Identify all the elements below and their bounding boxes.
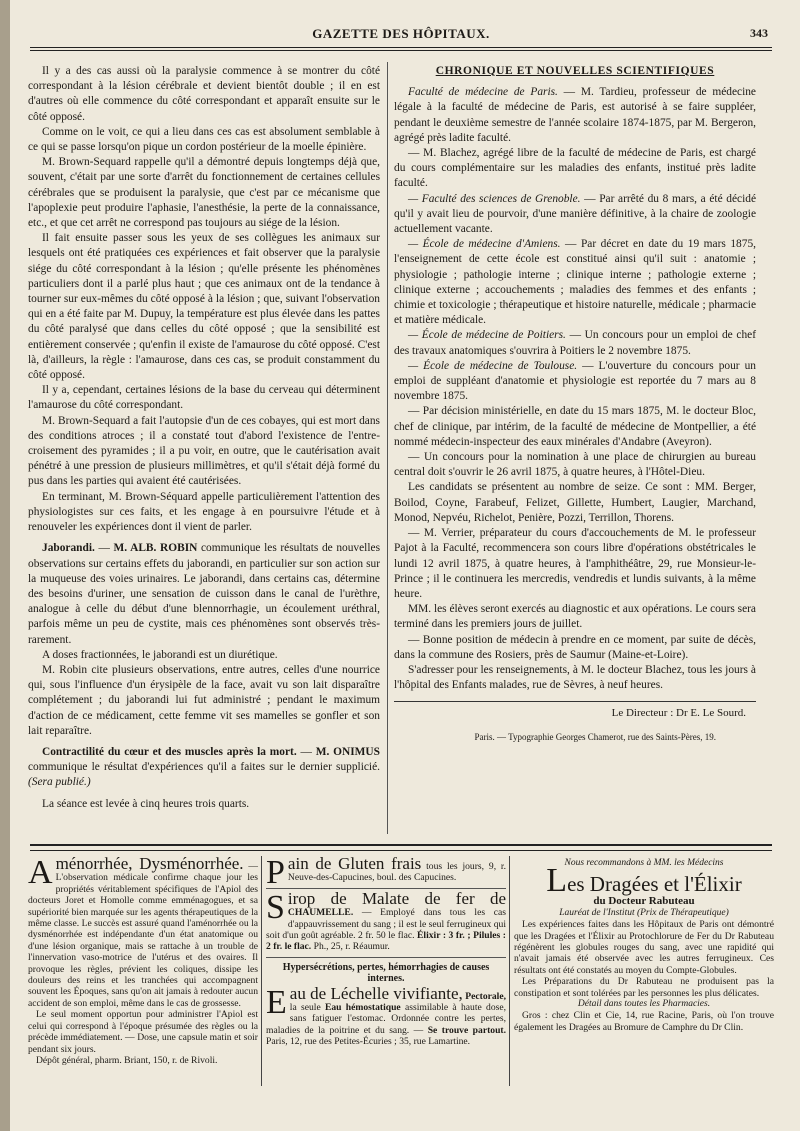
director-line: Le Directeur : Dr E. Le Sourd.: [611, 707, 746, 720]
ad-sirop: [266, 888, 506, 953]
paragraph: En terminant, M. Brown-Séquard appelle particulièrement l'attention des physiologistes sur ces faits, et les engage à en poursuivre l'étude et à renouveler les expériences dont il vient de parler.: [28, 490, 380, 534]
ad-divider: [266, 957, 506, 958]
ad-eau-addr: Paris, 12, rue des Petites-Écuries ; 35, rue Lamartine.: [266, 1036, 471, 1048]
ad-rabuteau-laureat: Lauréat de l'Institut (Prix de Thérapeutique): [559, 907, 729, 918]
ad-apiol-title: ménorrhée, Dysménorrhée.: [55, 854, 244, 873]
news-item: [394, 663, 756, 693]
paragraph: Il fait ensuite passer sous les yeux de ses collègues les animaux sur lesquels ont été pratiquées ces expériences et fait observer que la paralysie siége du côté correspondant à la lésion ; qu'elle présente les phénomènes particuliers dont il a parlé plus haut ; que ces animaux ont de la tendance à tourner sur eux-mêmes du côté opposé à la lésion ; que, suivant l'observation qui en a été faite par M. Dupuy, la température est plus élevée dans les pattes du côté paralysé que dans celles du côté opposé ; que la sensibilité est entièrement conservée ; qu'enfin il existe de l'amaurose du côté opposé. C'est là, d'ailleurs, la règle : l'amaurose, dans ces cas, se produit constamment du côté opposé.: [28, 232, 380, 382]
dropcap: L: [546, 862, 568, 900]
header-rule: [30, 47, 772, 51]
news-item: [394, 450, 756, 480]
dropcap: P: [266, 854, 285, 891]
paragraph: A doses fractionnées, le jaborandi est un diurétique.: [42, 648, 278, 661]
news-text: MM. les élèves seront exercés au diagnostic et aux opérations. Le cours sera terminé dans les premiers jours de juillet.: [394, 603, 756, 631]
ad-column-middle: [266, 854, 507, 1048]
news-text: — L'ouverture du concours pour un emploi de suppléant d'anatomie et physiologie est reportée du 7 mars au 8 novembre 1875.: [394, 359, 756, 403]
news-item: [394, 359, 756, 405]
ad-apiol: [28, 854, 258, 1066]
news-text: Les candidats se présentent au nombre de seize. Ce sont : MM. Berger, Boilod, Coyne, Farabeuf, Felizet, Gillette, Humbert, Laugier, Marchand, Monod, Nepvéu, Richelot, Penière, Pozzi, Terrillon, Thorens.: [394, 481, 756, 524]
ad-sirop-name: CHAUMELLE.: [287, 907, 354, 919]
news-text: — Par décret en date du 19 mars 1875, l'enseignement de cette école est constitué ainsi qu'il suit : anatomie ; physiologie ; pathologie interne ; clinique interne ; pathologie externe ; clinique externe ; accouchements ; maladies des femmes et des enfants ; chimie et toxicologie ; thérapeutique et histoire naturelle, médicale ; pharmacie et matière médicale.: [394, 238, 756, 327]
ad-apiol-depot: Dépôt général, pharm. Briant, 150, r. de Rivoli.: [36, 1054, 218, 1066]
news-lead: Faculté de médecine de Paris.: [408, 86, 558, 99]
ad-eau-found: Se trouve partout.: [427, 1024, 506, 1036]
news-item: [394, 85, 756, 146]
news-item: [394, 480, 756, 526]
ad-sirop-addr: Ph., 25, r. Réaumur.: [313, 941, 390, 953]
closing-line: La séance est levée à cinq heures trois quarts.: [42, 797, 250, 810]
ad-apiol-dose: Le seul moment opportun pour administrer l'Apiol est celui qui correspond à l'époque présumée des règles ou la précède immédiatement. — Dose, une capsule matin et soir pendant six jours.: [28, 1009, 258, 1055]
news-text: — Par arrêté du 8 mars, a été décidé qu'il y avait lieu de pourvoir, d'une manière définitive, à la chaire de zoologie actuellement vacante.: [394, 192, 756, 236]
ad-rabuteau: [514, 858, 774, 1033]
ad-gluten: [266, 854, 506, 891]
news-item: [394, 602, 756, 632]
ad-eau: [266, 983, 507, 1048]
news-lead: — École de médecine de Toulouse.: [408, 359, 578, 372]
column-separator: [387, 62, 388, 834]
page-number: 343: [750, 26, 768, 40]
news-text: — M. Blachez, agrégé libre de la faculté de médecine de Paris, est chargé du cours complémentaire sur les maladies des enfants, institué près ladite faculté.: [394, 147, 756, 190]
jaborandi-heading: Jaborandi.: [42, 542, 95, 555]
news-text: — M. Verrier, préparateur du cours d'accouchements de M. le professeur Pajot à la Faculté, recommencera son cours libre d'opérations obstétricales le lundi 12 avril 1875, à quatre heures, à l'amphithéâtre, 29, rue Monsieur-le-Prince ; il le continuera les mercredis, vendredis et lundis suivants, à la même heure.: [394, 527, 756, 600]
contractilite-paragraph: Contractilité du cœur et des muscles après la mort. — M. ONIMUS communique le résultat d'expériences qu'il a faites sur le dernier supplicié. (Sera publié.): [28, 745, 380, 789]
contractilite-note: (Sera publié.): [28, 776, 91, 789]
dropcap: A: [28, 854, 53, 891]
news-text: — Un concours pour un emploi de chef des travaux anatomiques s'ouvrira à Poitiers le 2 novembre 1875.: [394, 329, 757, 357]
news-text: S'adresser pour les renseignements, à M. le docteur Blachez, tous les jours à l'hôpital des Enfants malades, rue de Sèvres, à neuf heures.: [394, 663, 756, 692]
ad-eau-pectoral: Pectorale,: [465, 990, 506, 1002]
ad-rabuteau-text1: Les expériences faites dans les Hôpitaux de Paris ont démontré que les Dragées et l'Élixir au Protochlorure de Fer du Dr Rabuteau régénèrent les globules rouges du sang, avec une rapidité qui n'avait jamais été observée avec les autres ferrugineux. Ces résultats ont été constatés au moyen du Compte-Globules.: [514, 919, 774, 976]
dropcap: E: [266, 983, 287, 1021]
news-lead: — École de médecine d'Amiens.: [408, 238, 561, 251]
printer-line: Paris. — Typographie Georges Chamerot, rue des Saints-Pères, 19.: [474, 731, 716, 742]
news-item: [394, 526, 756, 602]
ad-eau-title: au de Léchelle vivifiante,: [289, 983, 463, 1003]
journal-title: GAZETTE DES HÔPITAUX.: [312, 26, 490, 41]
jaborandi-author: M. ALB. ROBIN: [113, 542, 198, 555]
page-header: [30, 24, 772, 46]
dropcap: S: [266, 888, 285, 926]
ad-hyper-title: Hypersécrétions, pertes, hémorrhagies de causes internes.: [282, 961, 490, 985]
ad-gluten-text: tous les jours, 9, r. Neuve-des-Capucines, boul. des Capucines.: [287, 861, 506, 884]
ad-rabuteau-subtitle: du Docteur Rabuteau: [593, 895, 695, 908]
contractilite-heading: Contractilité du cœur et des muscles après la mort.: [42, 745, 297, 758]
news-text: — Un concours pour la nomination à une place de chirurgien au bureau central doit s'ouvrir le 26 avril 1875, à quatre heures, à l'Hôtel-Dieu.: [394, 451, 756, 479]
ad-eau-bold: Eau hémostatique: [324, 1002, 401, 1014]
news-text: — Par décision ministérielle, en date du 15 mars 1875, M. le docteur Bloc, chef de clinique, par intérim, de la faculté de médecine de Montpellier, a été nommé médecin-inspecteur des eaux minérales d'Andabre (Aveyron).: [394, 405, 756, 448]
ad-rabuteau-intro: Nous recommandons à MM. les Médecins: [564, 858, 724, 868]
news-item: [394, 404, 756, 450]
paragraph: M. Robin cite plusieurs observations, entre autres, celles d'une nourrice qui, sous l'influence d'un érysipèle de la face, avait vu son lait disparaître complétement ; du jaborandi lui fut administré ; pendant le maximum d'action de ce médicament, cette femme vit ses mamelles se gonfler et son lait reparaître.: [28, 663, 380, 737]
ad-sirop-elixir: Élixir : 3 fr. ; Pilules : 2 fr. le flac.: [266, 930, 506, 953]
news-text: — Bonne position de médecin à prendre en ce moment, par suite de décès, dans la commune des Rosiers, près de Saumur (Maine-et-Loire).: [394, 633, 756, 661]
news-item: [394, 237, 756, 328]
ad-separator: [509, 856, 510, 1086]
news-text: — M. Tardieu, professeur de médecine légale à la faculté de médecine de Paris, est autorisé à se faire suppléer, pendant le deuxième semestre de l'année scolaire 1874-1875, par M. Bergeron, agrégé près ladite faculté.: [394, 86, 756, 144]
paragraph: M. Brown-Sequard rappelle qu'il a démontré depuis longtemps déjà que, souvent, c'était par une sorte d'arrêt du fonctionnement de certaines cellules cérébrales que se produisent la paralysie, que c'est par ce mécanisme que l'apoplexie peut produire l'aphasie, l'anesthésie, la perte de la connaissance, etc., et que cet arrêt ne correspond pas toujours au siége de la lésion.: [28, 156, 380, 230]
paragraph: Comme on le voit, ce qui a lieu dans ces cas est absolument semblable à ce qui se passe lorsqu'on pique un cordon postérieur de la moelle épinière.: [28, 125, 380, 154]
ad-rabuteau-text2: Les Préparations du Dr Rabuteau ne produisent pas la constipation et sont tolérées par les personnes les plus délicates.: [514, 976, 774, 999]
jaborandi-paragraph: Jaborandi. — M. ALB. ROBIN communique les résultats de nouvelles observations sur certains effets du jaborandi, en particulier sur son action sur la muqueuse des voies urinaires. Le jaborandi, dans certains cas, détermine des besoins d'uriner, une sensation de cuisson dans le canal de l'urèthre, analogue à celle du début d'une blennorrhagie, un écoulement uréthral, parfois même un peu de cystite, mais ces phénomènes sont observés très-rarement.: [28, 542, 380, 646]
news-item: [394, 192, 756, 238]
left-column: [28, 64, 380, 812]
section-title: CHRONIQUE ET NOUVELLES SCIENTIFIQUES: [435, 65, 715, 77]
page-binding-edge: [0, 0, 10, 1131]
right-column: [394, 64, 756, 745]
contractilite-author: M. ONIMUS: [315, 745, 380, 758]
ad-sirop-title: irop de Malate de fer de: [287, 888, 506, 908]
ad-eau-text2: assimilable à haute dose, sans fatiguer l'estomac. Ordonnée contre les pertes, maladies de la poitrine et du sang. —: [266, 1002, 507, 1036]
ad-apiol-text: — L'observation médicale confirme chaque jour les propriétés véritablement spécifiques de l'Apiol des docteurs Joret et Homolle comme emménagogues, et sa supériorité bien marquée sur les agents thérapeutiques de la même classe. Le succès est assuré quand l'aménorrhée ou la dysménorrhée est indépendante d'un état anatomique ou d'une lésion organique, mais se rattache à un trouble de l'innervation vaso-motrice de l'utérus et des ovaires. Il provoque les règles, prévient les coliques, dissipe les douleurs des reins et les tranchées qui accompagnent souvent les Époques, sans qu'on ait jamais à redouter aucun accident de son emploi, même dans le cas de grossesse.: [28, 861, 258, 1009]
news-item: [394, 146, 756, 192]
director-rule: [394, 701, 756, 702]
ad-eau-text1: la seule: [289, 1002, 325, 1014]
ads-top-rule: [30, 844, 772, 851]
ad-rabuteau-gros: Gros : chez Clin et Cie, 14, rue Racine, Paris, où l'on trouve également les Dragées au Bromure de Camphre du Dr Clin.: [514, 1010, 774, 1033]
paragraph: Il y a des cas aussi où la paralysie commence à se montrer du côté correspondant à la lésion cérébrale et devient bientôt double ; il en est d'autres où elle commence du côté correspondant et apparaît ensuite sur le côté opposé.: [28, 65, 380, 123]
news-lead: — École de médecine de Poitiers.: [408, 329, 566, 342]
ad-gluten-title: ain de Gluten frais: [287, 854, 422, 873]
ad-apiol-main: [28, 854, 258, 1009]
contractilite-text: communique le résultat d'expériences qu'il a faites sur le dernier supplicié.: [28, 761, 380, 774]
news-lead: — Faculté des sciences de Grenoble.: [408, 192, 581, 205]
ad-rabuteau-title-text: es Dragées et l'Élixir: [567, 872, 742, 897]
ad-sirop-text: — Employé dans tous les cas d'appauvrissement du sang ; il est le seul ferrugineux qui soit d'un goût agréable. 2 fr. 50 le flac.: [266, 907, 506, 942]
ad-separator: [261, 856, 262, 1086]
news-item: [394, 633, 756, 663]
paragraph: M. Brown-Sequard a fait l'autopsie d'un de ces cobayes, qui est mort dans des conditions atroces ; il a constaté tout d'abord l'existence de l'entre-croisement des pyramides ; il a pu voir, en outre, que le cautérisation avait pénétré à une pression de plusieurs millimètres, et qu'il s'était déjà formé du pus dans les parties qui avaient été cautérisées.: [28, 414, 380, 488]
jaborandi-text: communique les résultats de nouvelles observations sur certains effets du jaborandi, en particulier sur son action sur la muqueuse des voies urinaires. Le jaborandi, dans certains cas, détermine des besoins d'uriner, une sensation de cuisson dans le canal de l'urèthre, analogue à celle du début d'une blennorrhagie, un écoulement uréthral, parfois même un peu de cystite, mais ces phénomènes sont observés très-rarement.: [28, 542, 380, 646]
news-item: [394, 328, 756, 358]
ad-rabuteau-detail: Détail dans toutes les Pharmacies.: [577, 999, 711, 1010]
paragraph: Il y a, cependant, certaines lésions de la base du cerveau qui déterminent l'amaurose du côté correspondant.: [28, 384, 380, 412]
